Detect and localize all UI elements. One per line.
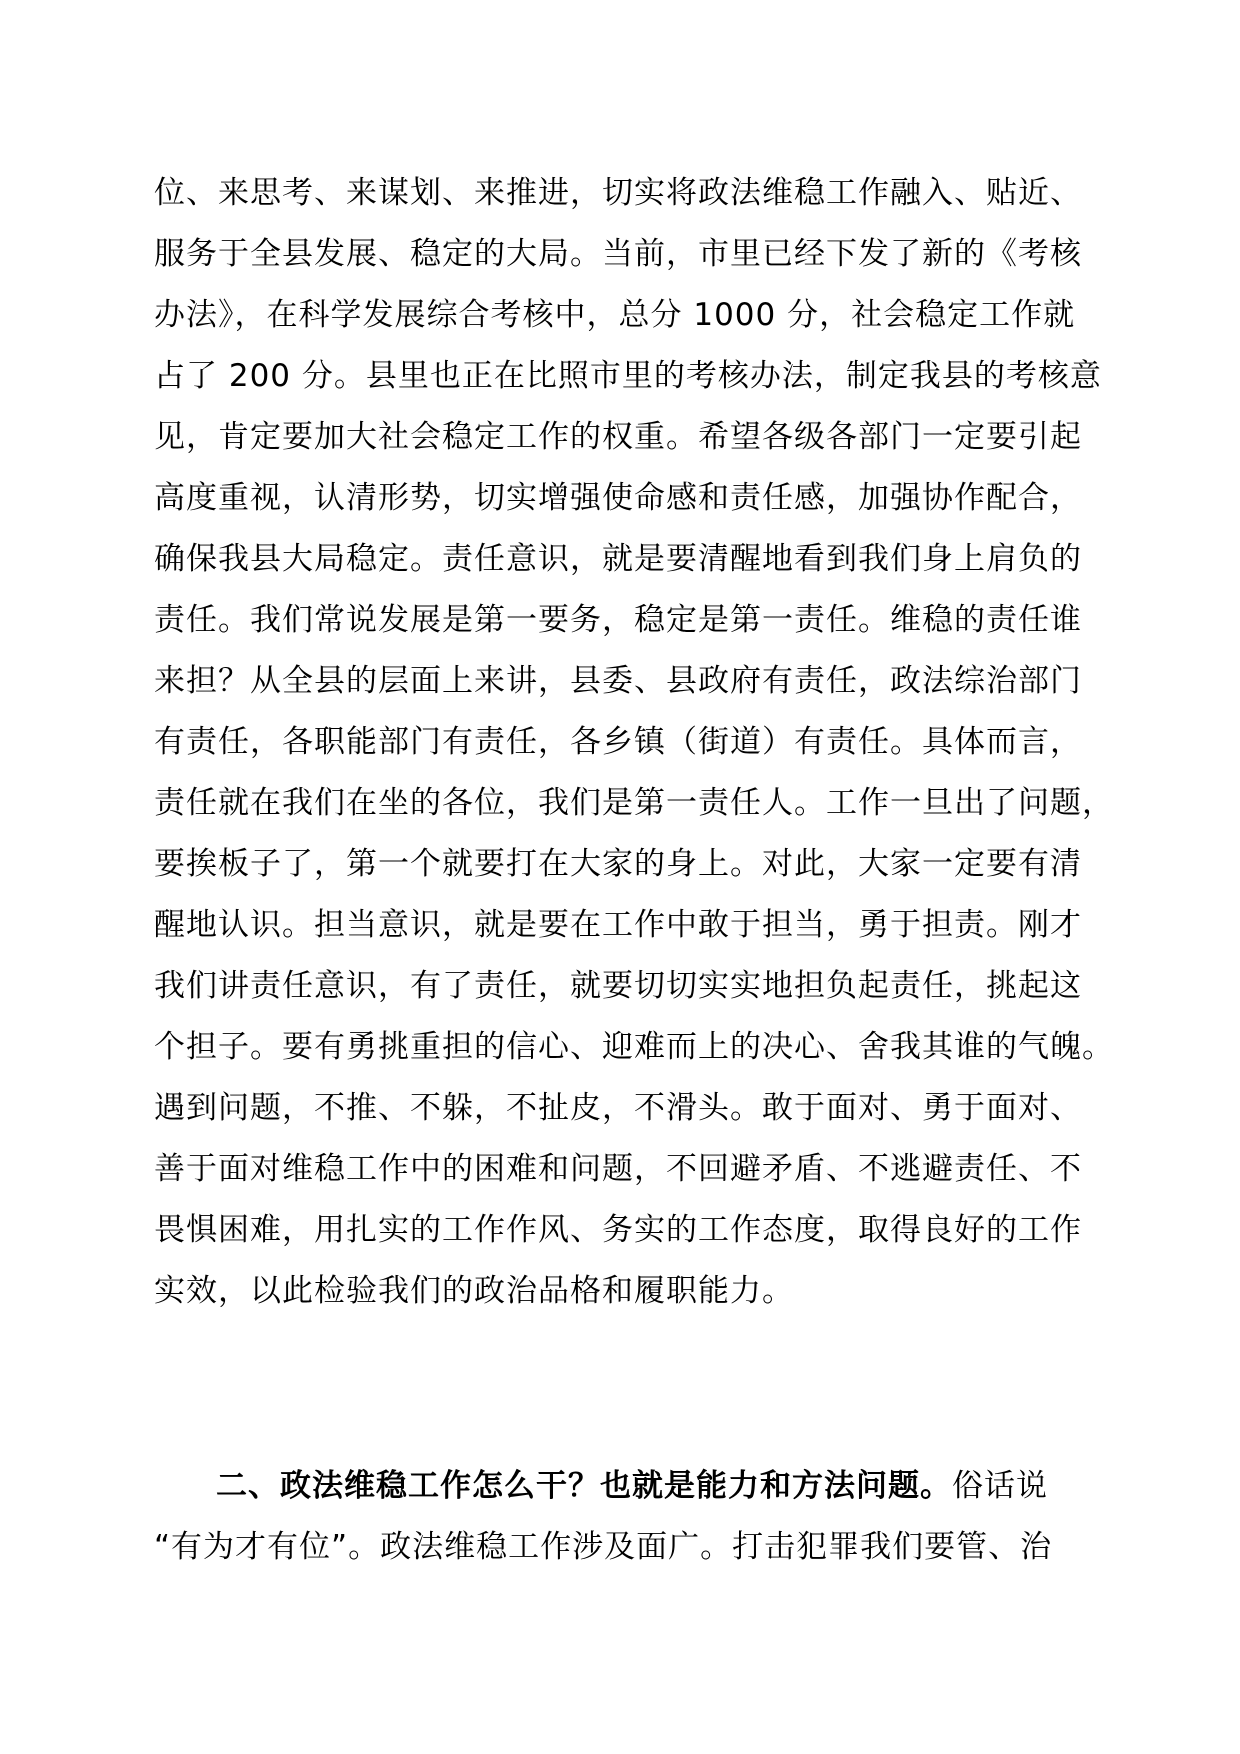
text-line: 责任。我们常说发展是第一要务，稳定是第一责任。维稳的责任谁 bbox=[154, 602, 1082, 638]
text-line: 畏惧困难，用扎实的工作作风、务实的工作态度，取得良好的工作 bbox=[154, 1212, 1082, 1248]
text-line: 来担？从全县的层面上来讲，县委、县政府有责任，政法综治部门 bbox=[154, 663, 1082, 699]
text-line: 位、来思考、来谋划、来推进，切实将政法维稳工作融入、贴近、 bbox=[154, 175, 1082, 211]
text-line: 善于面对维稳工作中的困难和问题，不回避矛盾、不逃避责任、不 bbox=[154, 1151, 1082, 1187]
text-line: “有为才有位”。政法维稳工作涉及面广。打击犯罪我们要管、治 bbox=[154, 1529, 1053, 1565]
text-line: 有责任，各职能部门有责任，各乡镇（街道）有责任。具体而言， bbox=[154, 724, 1082, 760]
body-paragraph bbox=[154, 163, 1114, 1322]
text-line: 高度重视，认清形势，切实增强使命感和责任感，加强协作配合， bbox=[154, 480, 1082, 516]
text-line: 责任就在我们在坐的各位，我们是第一责任人。工作一旦出了问题， bbox=[154, 785, 1114, 821]
text-line: 确保我县大局稳定。责任意识，就是要清醒地看到我们身上肩负的 bbox=[154, 541, 1082, 577]
text-line: 要挨板子了，第一个就要打在大家的身上。对此，大家一定要有清 bbox=[154, 846, 1082, 882]
text-line: 醒地认识。担当意识，就是要在工作中敢于担当，勇于担责。刚才 bbox=[154, 907, 1082, 943]
text-line: 见，肯定要加大社会稳定工作的权重。希望各级各部门一定要引起 bbox=[154, 419, 1082, 455]
text-line: 遇到问题，不推、不躲，不扯皮，不滑头。敢于面对、勇于面对、 bbox=[154, 1090, 1082, 1126]
text-line: 实效，以此检验我们的政治品格和履职能力。 bbox=[154, 1273, 794, 1309]
text-line: 个担子。要有勇挑重担的信心、迎难而上的决心、舍我其谁的气魄。 bbox=[154, 1029, 1114, 1065]
section-first-line bbox=[154, 1456, 1084, 1517]
section-first-line-text: 俗话说 bbox=[952, 1468, 1048, 1504]
text-line: 办法》，在科学发展综合考核中，总分 1000 分，社会稳定工作就 bbox=[154, 297, 1076, 333]
text-line: 我们讲责任意识，有了责任，就要切切实实地担负起责任，挑起这 bbox=[154, 968, 1082, 1004]
text-line: 服务于全县发展、稳定的大局。当前，市里已经下发了新的《考核 bbox=[154, 236, 1082, 272]
section-two-paragraph bbox=[154, 1456, 1084, 1578]
section-heading: 二、政法维稳工作怎么干？也就是能力和方法问题。 bbox=[216, 1468, 952, 1504]
text-line: 占了 200 分。县里也正在比照市里的考核办法，制定我县的考核意 bbox=[154, 358, 1102, 394]
